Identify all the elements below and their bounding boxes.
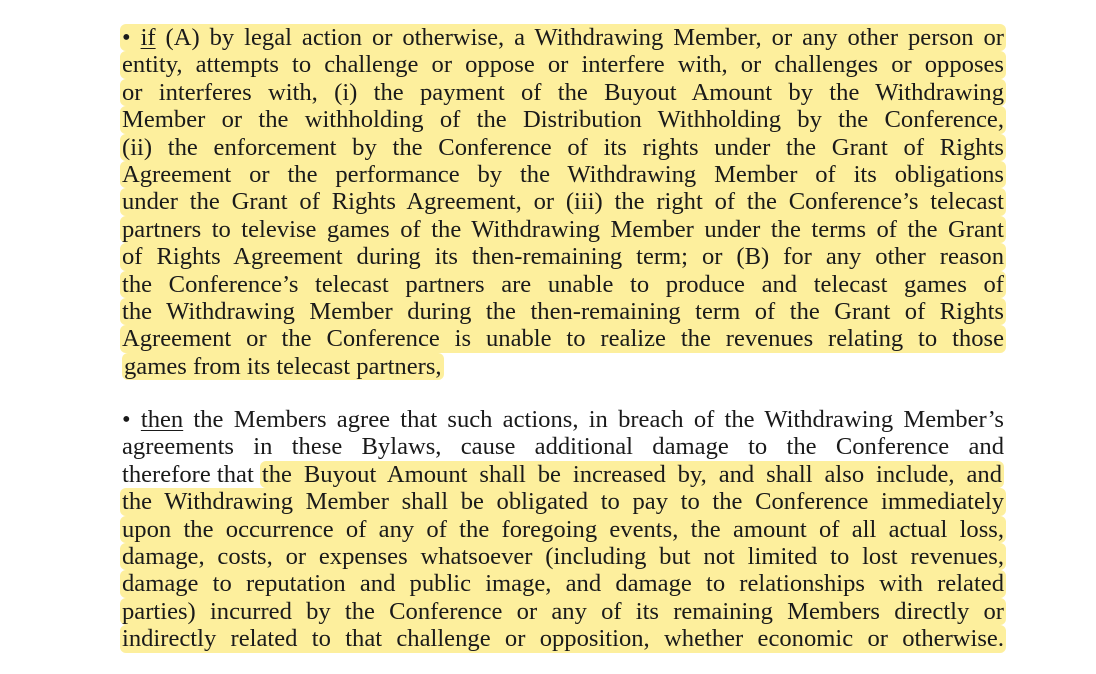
paragraph-then-clause (122, 406, 1004, 653)
text-line: damage, costs, or expenses whatsoever (including but not limited to lost revenues, (122, 543, 1004, 571)
text-line: the Withdrawing Member during the then-remaining term of the Grant of Rights (122, 297, 1004, 325)
text-line: the Withdrawing Member shall be obligated to pay to the Conference immediately (122, 488, 1004, 516)
paragraph-if-clause (122, 24, 1004, 380)
keyword-then: then (140, 406, 184, 434)
text-line: parties) incurred by the Conference or any of its remaining Members directly or (122, 597, 1004, 625)
bullet: • (122, 24, 131, 51)
text-line: Agreement or the Conference is unable to realize the revenues relating to those (122, 325, 1004, 353)
text-line: entity, attempts to challenge or oppose or interfere with, or challenges or opposes (122, 51, 1004, 79)
text-line: (ii) the enforcement by the Conference of its rights under the Grant of Rights (122, 133, 1004, 161)
document-body (122, 24, 1004, 653)
text-line: Agreement or the performance by the Withdrawing Member of its obligations (122, 160, 1004, 188)
text-line (122, 353, 1004, 380)
text-line: of Rights Agreement during its then-remaining term; or (B) for any other reason (122, 243, 1004, 271)
text-line (120, 24, 1006, 51)
text-line: upon the occurrence of any of the foregoing events, the amount of all actual loss, (122, 515, 1004, 543)
highlighted-text: the Buyout Amount shall be increased by, and shall also include, and (261, 460, 1002, 488)
text-line-content: (A) by legal action or otherwise, a Withdrawing Member, or any other person or (155, 24, 1004, 51)
text-line: agreements in these Bylaws, cause additional damage to the Conference and (122, 433, 1004, 461)
highlighted-text: games from its telecast partners, (124, 352, 442, 380)
text-line (122, 406, 1004, 433)
plain-text: therefore that (122, 460, 260, 488)
text-line: indirectly related to that challenge or opposition, whether economic or otherwise. (122, 625, 1004, 653)
text-line: or interferes with, (i) the payment of the Buyout Amount by the Withdrawing (122, 78, 1004, 106)
text-line: the Conference’s telecast partners are unable to produce and telecast games of (122, 270, 1004, 298)
keyword-if: if (140, 24, 156, 51)
text-line: Member or the withholding of the Distribution Withholding by the Conference, (122, 106, 1004, 134)
text-line: under the Grant of Rights Agreement, or (iii) the right of the Conference’s telecast (122, 188, 1004, 216)
text-line: partners to televise games of the Withdrawing Member under the terms of the Grant (122, 215, 1004, 243)
text-line: damage to reputation and public image, and damage to relationships with related (122, 570, 1004, 598)
bullet: • (122, 406, 131, 434)
text-line (122, 461, 1004, 488)
text-line-content: the Members agree that such actions, in breach of the Withdrawing Member’s (183, 406, 1004, 434)
